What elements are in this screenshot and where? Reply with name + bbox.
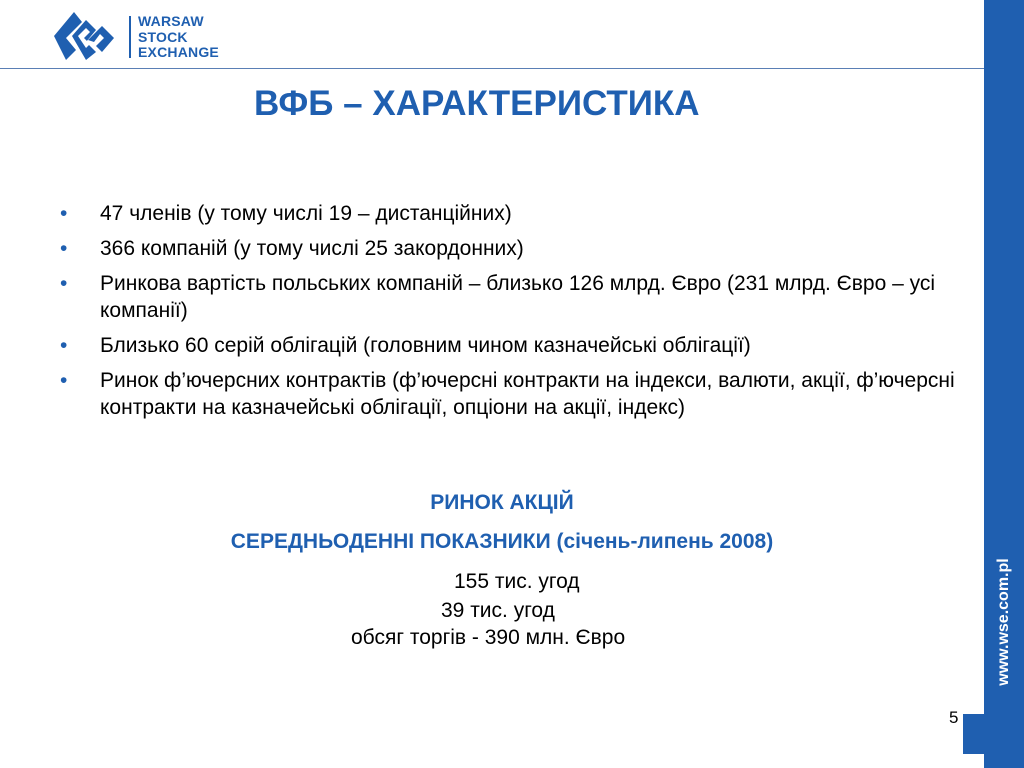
logo-wordmark	[138, 14, 219, 61]
wse-logo-icon	[52, 6, 116, 64]
stat-trades-small: 39 тис. угод	[441, 599, 555, 622]
page-number: 5	[949, 708, 959, 727]
bullet-text: 47 членів (у тому числі 19 – дистанційних)	[100, 202, 512, 225]
bullet-item	[60, 235, 960, 262]
bullet-icon: •	[60, 272, 68, 295]
bullet-text: Близько 60 серій облігацій (головним чином казначейські облігації)	[100, 334, 751, 357]
bullet-icon: •	[60, 237, 68, 260]
slide-title: ВФБ – ХАРАКТЕРИСТИКА	[254, 84, 700, 123]
bullet-icon: •	[60, 334, 68, 357]
bullet-list	[60, 200, 960, 429]
stat-turnover: обсяг торгів - 390 млн. Євро	[351, 626, 626, 649]
bullet-icon: •	[60, 202, 68, 225]
logo-line-1: WARSAW	[138, 13, 204, 29]
bullet-icon: •	[60, 369, 68, 392]
bullet-item	[60, 200, 960, 227]
stat-trades-total: 155 тис. угод	[454, 570, 580, 593]
header-divider	[0, 68, 984, 69]
logo-divider	[129, 16, 131, 58]
logo-line-2: STOCK	[138, 28, 188, 45]
bullet-text: Ринкова вартість польських компаній – близько 126 млрд. Євро (231 млрд. Євро – усі компанії)	[100, 272, 936, 322]
sidebar-url: www.wse.com.pl	[995, 558, 1012, 686]
market-subheading: СЕРЕДНЬОДЕННІ ПОКАЗНИКИ (січень-липень 2008)	[230, 530, 774, 553]
bullet-item	[60, 332, 960, 359]
logo-line-3: EXCHANGE	[138, 44, 219, 60]
bullet-text: Ринок ф’ючерсних контрактів (ф’ючерсні контракти на індекси, валюти, акції, ф’ючерсні контракти на казначейські облігації, опціони на акції, індекс)	[100, 369, 955, 419]
market-heading: РИНОК АКЦІЙ	[430, 491, 574, 514]
bullet-item	[60, 367, 960, 421]
bullet-item	[60, 270, 960, 324]
bullet-text: 366 компаній (у тому числі 25 закордонних)	[100, 237, 524, 260]
corner-block	[963, 714, 1024, 754]
